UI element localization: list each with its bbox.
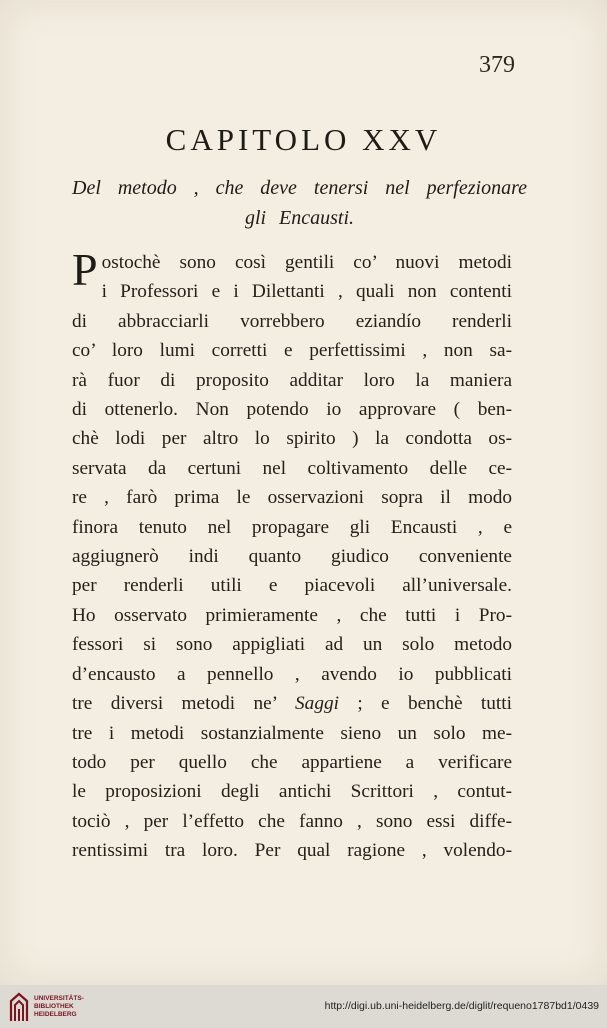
text-line: per renderli utili e piacevoli all’universale. bbox=[72, 575, 512, 597]
text-line: aggiugnerò indi quanto giudico conveniente bbox=[72, 546, 512, 568]
text-line: todo per quello che appartiene a verificare bbox=[72, 751, 512, 773]
italic-title-saggi: Saggi bbox=[295, 693, 339, 715]
drop-cap: P bbox=[72, 244, 98, 295]
permalink-url[interactable]: http://digi.ub.uni-heidelberg.de/diglit/requeno1787bd1/0439 bbox=[324, 1000, 599, 1012]
body-text bbox=[72, 244, 513, 866]
text-line: i Professori e i Dilettanti , quali non contenti bbox=[101, 281, 512, 303]
text-line: rà fuor di proposito additar loro la maniera bbox=[72, 369, 512, 391]
text-line: co’ loro lumi corretti e perfettissimi , non sa- bbox=[72, 340, 512, 362]
chapter-title: CAPITOLO XXV bbox=[165, 122, 442, 157]
library-name-line: UNIVERSITÄTS- bbox=[34, 995, 84, 1002]
chapter-subtitle bbox=[72, 173, 527, 233]
text-line: fessori si sono appigliati ad un solo metodo bbox=[72, 634, 512, 656]
subtitle-line-2: gli Encausti. bbox=[244, 207, 355, 229]
text-line: ostochè sono così gentili co’ nuovi metodi bbox=[101, 252, 512, 273]
text-line: servata da certuni nel coltivamento delle ce- bbox=[72, 457, 512, 479]
library-name bbox=[34, 995, 84, 1019]
subtitle-line-1: Del metodo , che deve tenersi nel perfezionare bbox=[72, 177, 527, 199]
text-line: rentissimi tra loro. Per qual ragione , volendo- bbox=[72, 840, 512, 862]
text-line: Ho osservato primieramente , che tutti i Pro- bbox=[72, 604, 512, 626]
university-library-logo-icon bbox=[8, 991, 30, 1023]
text-line-with-italic bbox=[72, 689, 512, 718]
text-line: d’encausto a pennello , avendo io pubblicati bbox=[72, 663, 512, 685]
text-segment: ; e benchè tutti bbox=[357, 693, 513, 715]
library-name-line: BIBLIOTHEK bbox=[34, 1003, 74, 1010]
text-line: di abbracciarli vorrebbero eziandío renderli bbox=[72, 310, 512, 332]
text-line: finora tenuto nel propagare gli Encausti , e bbox=[72, 516, 512, 538]
text-line: di ottenerlo. Non potendo io approvare ( ben- bbox=[72, 399, 512, 421]
viewer-footer bbox=[0, 985, 607, 1028]
library-name-line: HEIDELBERG bbox=[34, 1011, 77, 1018]
text-line: re , farò prima le osservazioni sopra il modo bbox=[72, 487, 512, 509]
page-number: 379 bbox=[479, 52, 515, 78]
text-segment: tre diversi metodi ne’ bbox=[72, 693, 277, 715]
text-line: le proposizioni degli antichi Scrittori , contut- bbox=[72, 781, 512, 803]
text-line: chè lodi per altro lo spirito ) la condotta os- bbox=[72, 428, 512, 450]
text-line: tociò , per l’effetto che fanno , sono essi diffe- bbox=[72, 810, 512, 832]
text-line: tre i metodi sostanzialmente sieno un solo me- bbox=[72, 722, 512, 744]
